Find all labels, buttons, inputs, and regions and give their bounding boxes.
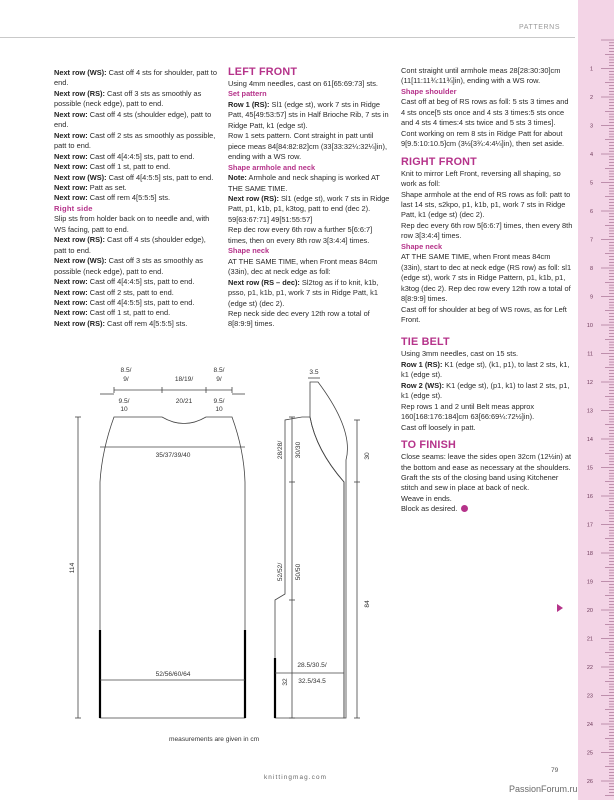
ruler-number: 13 <box>586 408 593 415</box>
column-right-front <box>401 68 573 515</box>
column-back-continued <box>54 68 218 329</box>
ruler-number: 16 <box>586 494 593 500</box>
ruler-number: 14 <box>586 437 593 443</box>
pattern-row: Next row: Cast off rem 4[5:5:5] sts. <box>54 193 171 203</box>
ruler-number: 9 <box>589 294 593 301</box>
front-hem-label-1: 28.5/30.5/ <box>297 662 327 669</box>
ruler-number: 1 <box>589 66 593 73</box>
finish-text: Close seams: leave the sides open 32cm (12½in) at the bottom and ease as necessary at the shoulders. Graft the sts of the closing band using Kitchener stitch and sew in place at back of neck. <box>401 452 572 493</box>
set-pattern-heading: Set pattern <box>228 89 267 99</box>
back-neck-label-2: 20/21 <box>175 398 193 405</box>
armhole-depth-label-2: 30/30 <box>295 441 302 459</box>
ruler-number: 21 <box>586 636 593 643</box>
ruler-background <box>578 0 614 800</box>
back-shoulder-right-label-2: 9/ <box>216 376 222 383</box>
pattern-row: Next row (WS): Cast off 4[4:5:5] sts, patt to end. <box>54 172 214 182</box>
back-armhole-left-label-2: 10 <box>120 406 128 413</box>
ruler-number: 19 <box>586 579 593 586</box>
back-neck-label-1: 18/19/ <box>174 376 194 383</box>
ruler-number: 26 <box>586 779 593 785</box>
ruler-number: 18 <box>586 551 593 557</box>
right-side-rows <box>54 235 218 329</box>
right-front-title: RIGHT FRONT <box>401 155 477 168</box>
shoulder-text: Cast off at beg of RS rows as foll: 5 sts 3 times and 4 sts once[5 sts once and 4 sts 3 times:5 sts once and 4 sts 4 times:4 sts twice and 5 sts 3 times]. <box>401 97 569 128</box>
shape-shoulder-heading: Shape shoulder <box>401 86 457 96</box>
neck-depth-label: 30 <box>364 452 371 460</box>
pattern-row: Next row: Cast off 1 st, patt to end. <box>54 308 171 318</box>
ruler-number: 17 <box>586 522 593 529</box>
armhole-next-row: Next row (RS): Sl1 (edge st), work 7 sts in Ridge Patt, p1, k1b, p1, k3tog, patt to end (dec 2). 59[63:67:71] 49[51:55:57] <box>228 193 390 224</box>
pattern-row: Next row: Cast off 1 st, patt to end. <box>54 162 171 172</box>
right-front-neck-heading: Shape neck <box>401 241 443 251</box>
tie-belt-row1: Row 1 (RS): K1 (edge st), (k1, p1), to last 2 sts, k1, k1 (edge st). <box>401 359 570 380</box>
measurements-note: measurements are given in cm <box>169 736 260 743</box>
back-shoulder-right-label-1: 8.5/ <box>213 367 225 374</box>
pattern-row: Next row (RS): Cast off 4 sts (shoulder edge), patt to end. <box>54 235 206 255</box>
right-front-repeat: Rep dec every 6th row 5[6:6:7] times, then every 8th row 3[3:4:4] times. <box>401 220 573 241</box>
pattern-row: Next row: Cast off 2 sts as smoothly as possible, patt to end. <box>54 130 216 151</box>
pattern-row: Next row: Cast off 4[4:4:5] sts, patt to end. <box>54 151 195 161</box>
ruler-number: 24 <box>586 722 593 728</box>
pattern-row: Next row: Cast off 2 sts, patt to end. <box>54 287 174 297</box>
footer-url: knittingmag.com <box>264 774 328 781</box>
side-length-label-1: 52/52/ <box>277 562 284 582</box>
ruler-number: 7 <box>589 237 593 244</box>
neck-repeat: Rep neck side dec every 12th row a total of 8[8:9:9] times. <box>228 308 370 329</box>
back-shoulder-left-label-2: 9/ <box>123 376 129 383</box>
ruler-number: 6 <box>589 209 593 215</box>
back-shoulder-left-label-1: 8.5/ <box>120 367 132 374</box>
front-hem-label-2: 32.5/34.5 <box>298 678 326 685</box>
block-text: Block as desired. <box>401 504 573 514</box>
weave-text: Weave in ends. <box>401 493 452 503</box>
neck-text: AT THE SAME TIME, when Front meas 84cm (33in), dec at neck edge as foll: <box>228 256 378 277</box>
pattern-row: Next row: Cast off 4[4:4:5] sts, patt to end. <box>54 277 195 287</box>
left-front-intro: Using 4mm needles, cast on 61[65:69:73] sts. <box>228 79 378 88</box>
pattern-row: Next row: Cast off 4 sts (shoulder edge), patt to end. <box>54 109 212 130</box>
front-length-label: 84 <box>364 600 371 608</box>
tie-belt-castoff: Cast off loosely in patt. <box>401 422 476 432</box>
ruler-number: 11 <box>587 351 593 358</box>
back-chest-label: 35/37/39/40 <box>155 452 191 459</box>
right-side-heading: Right side <box>54 203 93 213</box>
back-armhole-right-label-1: 9.5/ <box>213 398 225 405</box>
right-front-neck-text: AT THE SAME TIME, when Front meas 84cm (33in), start to dec at neck edge (RS row) as foll: sl1 (edge st), work 7 sts in Ridge Pattern, p1, k1b, p1, k3tog (dec 2). Rep dec row every 12th row a total of 8[8:9:9] times. <box>401 252 572 304</box>
left-front-row1-after: Row 1 sets pattern. Cont straight in patt until piece meas 84[84:82:82]cm (33[33:32¼:32¼]in), ending with a WS row. <box>228 131 387 162</box>
ruler-number: 3 <box>589 123 593 130</box>
ruler-number: 2 <box>589 95 593 101</box>
pattern-row: Next row (WS): Cast off 3 sts as smoothly as possible (neck edge), patt to end. <box>54 256 203 276</box>
ruler-number: 12 <box>586 380 593 386</box>
shape-neck-heading: Shape neck <box>228 246 270 256</box>
right-side-intro: Slip sts from holder back on to needle and, with WS facing, patt to end. <box>54 214 210 234</box>
right-front-intro: Knit to mirror Left Front, reversing all shaping, so work as foll: <box>401 168 561 189</box>
garment-schematic <box>54 360 384 730</box>
left-front-title: LEFT FRONT <box>228 66 298 78</box>
back-armhole-left-label-1: 9.5/ <box>118 398 130 405</box>
ruler-number: 20 <box>586 608 593 614</box>
back-hem-label: 52/56/60/64 <box>155 671 191 678</box>
tie-belt-intro: Using 3mm needles, cast on 15 sts. <box>401 349 519 359</box>
ruler-number: 4 <box>589 152 593 158</box>
section-label: PATTERNS <box>519 24 561 31</box>
ruler-number: 25 <box>586 750 593 757</box>
back-armhole-right-label-2: 10 <box>215 406 223 413</box>
end-of-pattern-icon <box>461 505 468 512</box>
ruler-number: 22 <box>586 665 593 671</box>
tie-belt-repeat: Rep rows 1 and 2 until Belt meas approx 160[168:176:184]cm 63[66:69¼:72½]in). <box>401 401 535 422</box>
to-finish-title: TO FINISH <box>401 439 456 452</box>
ruler-number: 10 <box>586 323 593 329</box>
tie-belt-row2: Row 2 (WS): K1 (edge st), (p1, k1) to last 2 sts, p1, k1 (edge st). <box>401 380 570 401</box>
back-length-label: 114 <box>69 562 76 574</box>
next-page-arrow-icon <box>557 604 563 612</box>
header-rule <box>0 37 575 38</box>
column-left-front <box>228 68 392 330</box>
cont-working: Cont working on rem 8 sts in Ridge Patt for about 9[9.5:10:10.5]cm (3½[3¾:4:4¼]in), then set aside. <box>401 128 565 149</box>
tie-belt-title: TIE BELT <box>401 336 450 349</box>
pattern-row: Next row (WS): Cast off 4 sts for shoulder, patt to end. <box>54 68 217 88</box>
back-shaping-rows <box>54 68 218 204</box>
page-number: 79 <box>551 767 559 774</box>
right-front-castoff: Cast off for shoulder at beg of WS rows, as for Left Front. <box>401 304 567 324</box>
left-front-row1: Row 1 (RS): Sl1 (edge st), work 7 sts in Ridge Patt, 45[49:53:57] sts in Half Brioche Rib, 7 sts in Ridge Patt, k1 (edge st). <box>228 99 389 130</box>
shape-armhole-heading: Shape armhole and neck <box>228 162 316 172</box>
neckband-width-label: 3.5 <box>309 369 319 376</box>
ruler-number: 5 <box>589 180 593 187</box>
pattern-row: Next row: Patt as set. <box>54 182 127 192</box>
pattern-row: Next row (RS): Cast off rem 4[5:5:5] sts. <box>54 318 188 328</box>
neck-next-row: Next row (RS – dec): Sl2tog as if to knit, k1b, psso, p1, k1b, p1, work 7 sts in Ridge Patt, k1 (edge st) (dec 2). <box>228 277 379 308</box>
slit-length-label: 32 <box>282 678 289 686</box>
right-front-armhole: Shape armhole at the end of RS rows as foll: patt to last 14 sts, s2kpo, p1, k1b, p1, work 7 sts in Ridge Patt, k1 (edge st) (dec 2). <box>401 189 571 220</box>
armhole-depth-label-1: 28/28/ <box>277 440 284 460</box>
measuring-ruler <box>578 0 614 800</box>
pattern-row: Next row: Cast off 4[4:5:5] sts, patt to end. <box>54 297 195 307</box>
side-length-label-2: 50/50 <box>295 563 302 581</box>
armhole-note: Note: Armhole and neck shaping is worked AT THE SAME TIME. <box>228 173 380 193</box>
ruler-number: 23 <box>586 693 593 700</box>
ruler-number: 8 <box>589 266 593 272</box>
armhole-repeat: Rep dec row every 6th row a further 5[6:6:7] times, then on every 8th row 3[3:4:4] times. <box>228 225 373 245</box>
pattern-row: Next row (RS): Cast off 3 sts as smoothly as possible (neck edge), patt to end. <box>54 88 202 109</box>
ruler-number: 15 <box>586 465 593 472</box>
watermark: PassionForum.ru <box>509 784 578 794</box>
cont-straight: Cont straight until armhole meas 28[28:30:30]cm (11[11:11¾:11¾]in), ending with a WS row. <box>401 66 561 86</box>
